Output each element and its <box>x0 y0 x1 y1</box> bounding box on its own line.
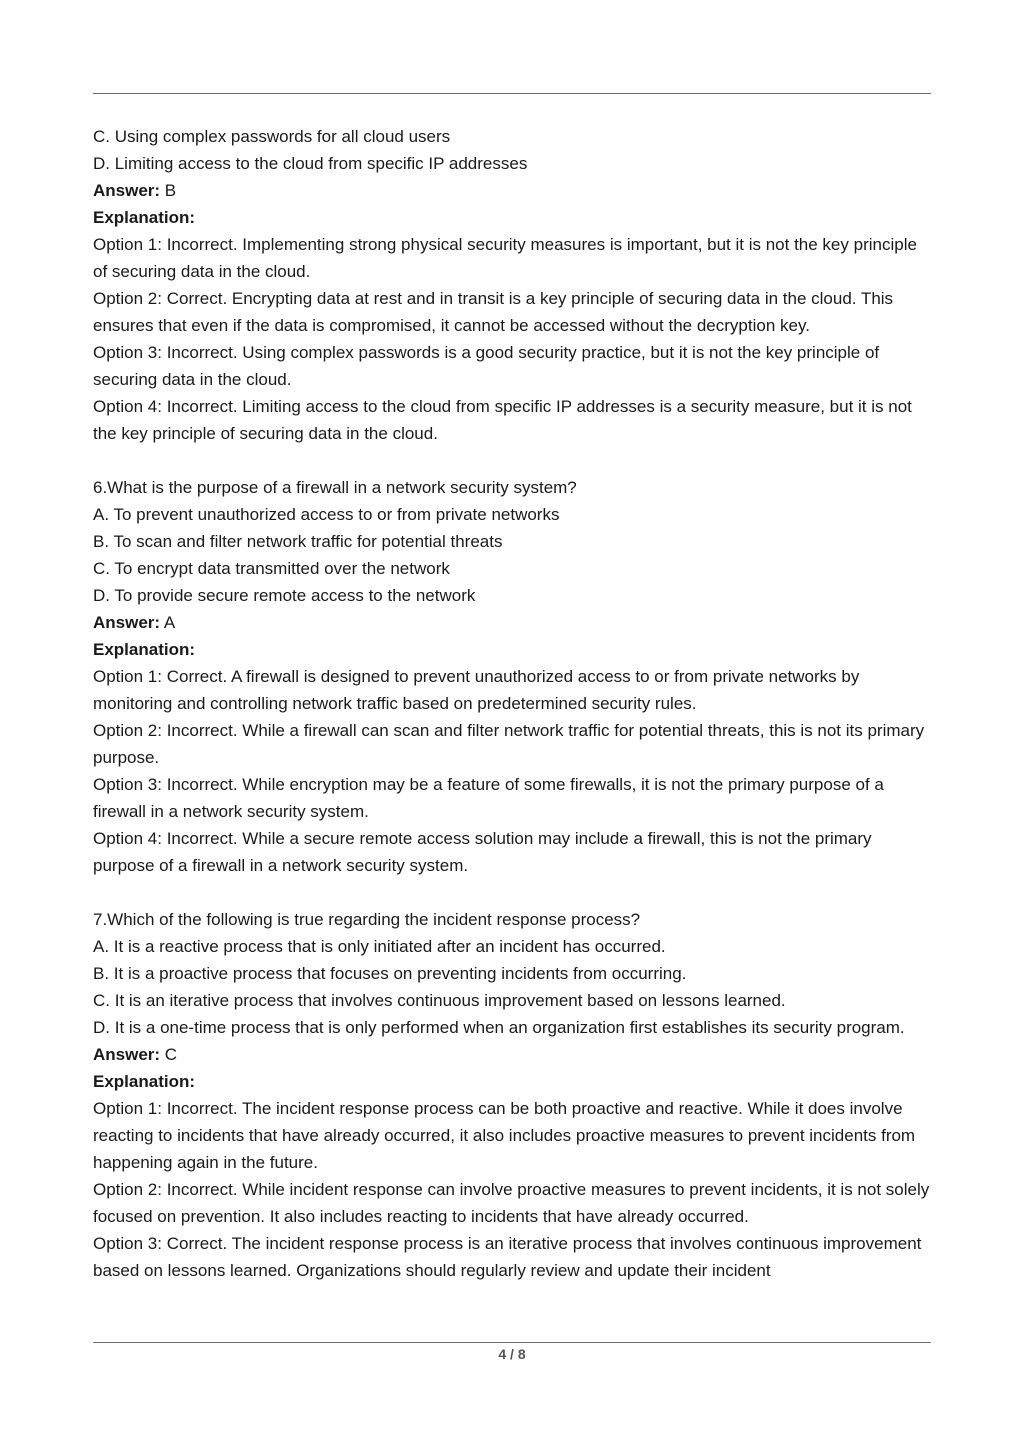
q7-question: 7.Which of the following is true regarding the incident response process? <box>93 910 641 929</box>
q7-explanation-option-2: Option 2: Incorrect. While incident response can involve proactive measures to prevent incidents, it is not solely focused on prevention. It also includes reacting to incidents that have already occurred. <box>93 1180 930 1226</box>
footer-rule <box>93 1342 931 1343</box>
q6-explanation-option-1: Option 1: Correct. A firewall is designed to prevent unauthorized access to or from private networks by monitoring and controlling network traffic based on predetermined security rules. <box>93 667 860 713</box>
q6-option-b: B. To scan and filter network traffic for potential threats <box>93 532 503 551</box>
q6-answer <box>93 609 935 636</box>
q7-option-c: C. It is an iterative process that involves continuous improvement based on lessons learned. <box>93 991 786 1010</box>
q5-explanation-option-2: Option 2: Correct. Encrypting data at rest and in transit is a key principle of securing data in the cloud. This ensures that even if the data is compromised, it cannot be accessed without the decryption key. <box>93 289 894 335</box>
q7-option-d: D. It is a one-time process that is only performed when an organization first establishes its security program. <box>93 1018 905 1037</box>
q7-answer <box>93 1041 935 1068</box>
spacer <box>93 879 935 906</box>
q5-explanation-option-4: Option 4: Incorrect. Limiting access to the cloud from specific IP addresses is a security measure, but it is not the key principle of securing data in the cloud. <box>93 397 912 443</box>
answer-label: Answer: <box>93 181 161 200</box>
q6-question: 6.What is the purpose of a firewall in a network security system? <box>93 478 577 497</box>
q5-explanation-label: Explanation: <box>93 208 196 227</box>
q5-answer <box>93 177 935 204</box>
q6-explanation-label: Explanation: <box>93 640 196 659</box>
page-number: 4 / 8 <box>498 1346 526 1362</box>
q6-explanation-option-2: Option 2: Incorrect. While a firewall can scan and filter network traffic for potential threats, this is not its primary purpose. <box>93 721 925 767</box>
answer-value: C <box>160 1045 178 1064</box>
answer-value: B <box>160 181 177 200</box>
q6-option-d: D. To provide secure remote access to the network <box>93 586 476 605</box>
q5-option-c: C. Using complex passwords for all cloud users <box>93 127 451 146</box>
q6-option-c: C. To encrypt data transmitted over the network <box>93 559 450 578</box>
q5-explanation-option-1: Option 1: Incorrect. Implementing strong physical security measures is important, but it is not the key principle of securing data in the cloud. <box>93 235 917 281</box>
header-rule <box>93 93 931 94</box>
answer-label: Answer: <box>93 1045 161 1064</box>
q5-explanation-option-3: Option 3: Incorrect. Using complex passwords is a good security practice, but it is not the key principle of securing data in the cloud. <box>93 343 880 389</box>
q6-explanation-option-3: Option 3: Incorrect. While encryption may be a feature of some firewalls, it is not the primary purpose of a firewall in a network security system. <box>93 775 884 821</box>
q7-explanation-option-3: Option 3: Correct. The incident response process is an iterative process that involves continuous improvement based on lessons learned. Organizations should regularly review and update their incident <box>93 1234 922 1280</box>
q7-explanation-option-1: Option 1: Incorrect. The incident response process can be both proactive and reactive. While it does involve reacting to incidents that have already occurred, it also includes proactive measures to prevent incidents from happening again in the future. <box>93 1099 916 1172</box>
q5-option-d: D. Limiting access to the cloud from specific IP addresses <box>93 154 528 173</box>
answer-label: Answer: <box>93 613 161 632</box>
answer-value: A <box>160 613 176 632</box>
q7-explanation-label: Explanation: <box>93 1072 196 1091</box>
q7-option-a: A. It is a reactive process that is only initiated after an incident has occurred. <box>93 937 666 956</box>
spacer <box>93 447 935 474</box>
q6-explanation-option-4: Option 4: Incorrect. While a secure remote access solution may include a firewall, this is not the primary purpose of a firewall in a network security system. <box>93 829 872 875</box>
q6-option-a: A. To prevent unauthorized access to or from private networks <box>93 505 560 524</box>
page-content <box>93 123 935 1284</box>
q7-option-b: B. It is a proactive process that focuses on preventing incidents from occurring. <box>93 964 687 983</box>
